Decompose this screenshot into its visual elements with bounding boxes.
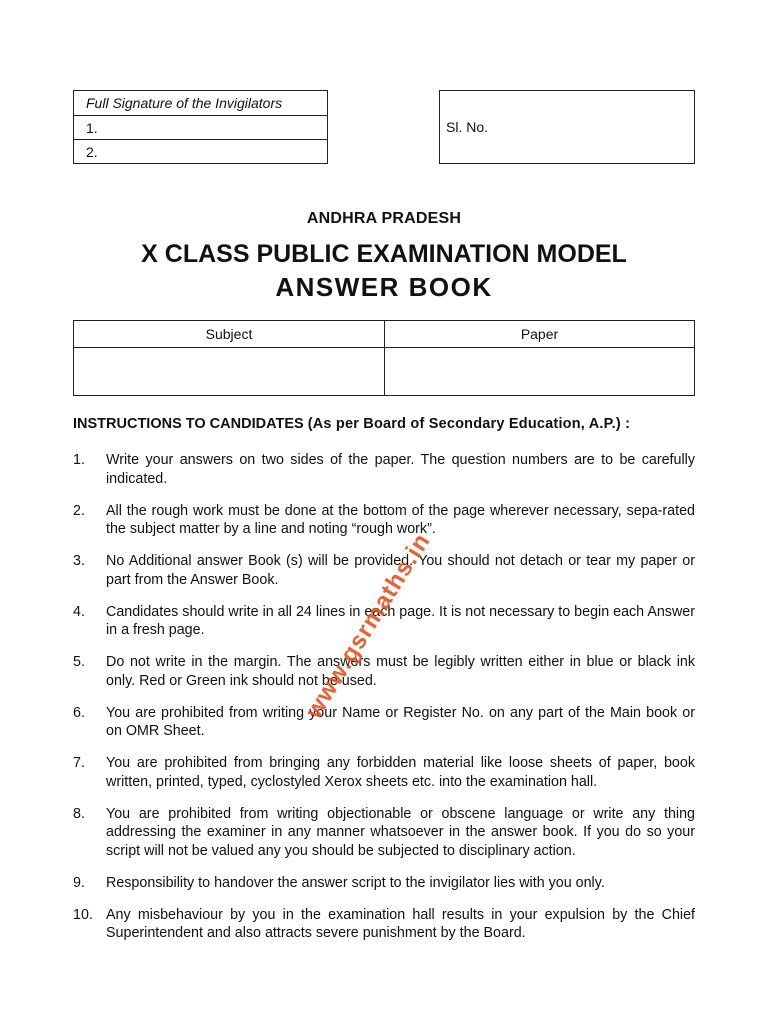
instruction-number: 4. <box>73 603 85 620</box>
subject-paper-table <box>73 320 695 396</box>
watermark: www.gsrmaths.in <box>300 528 436 724</box>
instruction-number: 6. <box>73 704 85 721</box>
instructions-heading-note: (As per Board of Secondary Education, A.P.) : <box>307 416 631 432</box>
serial-number-box <box>439 90 695 164</box>
instruction-text: All the rough work must be done at the bottom of the page wherever necessary, sepa-rated the subject matter by a line and noting “rough work”. <box>106 502 695 537</box>
instruction-text: Do not write in the margin. The answers must be legibly written either in blue or black ink only. Red or Green ink should not be used. <box>106 654 695 689</box>
instruction-number: 5. <box>73 654 85 670</box>
instruction-text: Write your answers on two sides of the paper. The question numbers are to be carefully indicated. <box>106 452 695 487</box>
instruction-item <box>73 906 695 943</box>
instructions-list <box>73 451 695 956</box>
state-heading: ANDHRA PRADESH <box>306 210 462 227</box>
paper-header: Paper <box>385 321 694 348</box>
instructions-heading-text: INSTRUCTIONS TO CANDIDATES <box>73 416 304 432</box>
paper-entry-field <box>385 348 694 395</box>
instruction-number: 1. <box>73 452 85 468</box>
invigilator-line-1: 1. <box>74 116 327 141</box>
instruction-item <box>73 874 695 893</box>
instruction-number: 8. <box>73 805 85 822</box>
instruction-number: 2. <box>73 502 85 519</box>
subject-header: Subject <box>74 321 385 348</box>
instructions-heading <box>73 416 630 432</box>
instruction-item <box>73 451 695 488</box>
instruction-number: 9. <box>73 874 85 891</box>
instruction-number: 10. <box>73 906 93 923</box>
exam-title: X CLASS PUBLIC EXAMINATION MODEL <box>141 240 627 268</box>
instruction-text: Candidates should write in all 24 lines in each page. It is not necessary to begin each Answer in a fresh page. <box>106 603 695 638</box>
invigilator-heading: Full Signature of the Invigilators <box>74 91 327 116</box>
instruction-item <box>73 653 695 690</box>
instruction-number: 7. <box>73 755 85 771</box>
instruction-text: You are prohibited from writing objectionable or obscene language or write any thing addressing the examiner in any manner whatsoever in the answer book. If you do so your script will not be valued any you should be subjected to disciplinary action. <box>106 805 695 859</box>
instruction-text: You are prohibited from bringing any forbidden material like loose sheets of paper, book written, printed, typed, cyclostyled Xerox sheets etc. into the examination hall. <box>106 755 695 790</box>
instruction-item <box>73 754 695 791</box>
serial-number-label: Sl. No. <box>446 119 489 135</box>
instruction-text: You are prohibited from writing your Name or Register No. on any part of the Main book or on OMR Sheet. <box>106 704 695 739</box>
instruction-number: 3. <box>73 553 85 569</box>
instruction-text: Any misbehaviour by you in the examination hall results in your expulsion by the Chief Superintendent and also attracts severe punishment by the Board. <box>106 906 695 941</box>
answer-book-title: ANSWER BOOK <box>275 272 493 302</box>
subject-entry-field <box>74 348 385 395</box>
invigilator-signature-box <box>73 90 328 164</box>
invigilator-line-2: 2. <box>86 144 98 160</box>
instruction-item <box>73 704 695 741</box>
instruction-text: Responsibility to handover the answer script to the invigilator lies with you only. <box>106 874 605 891</box>
instruction-text: No Additional answer Book (s) will be provided. You should not detach or tear my paper or part from the Answer Book. <box>106 553 695 588</box>
instruction-item <box>73 502 695 539</box>
instruction-item <box>73 805 695 861</box>
